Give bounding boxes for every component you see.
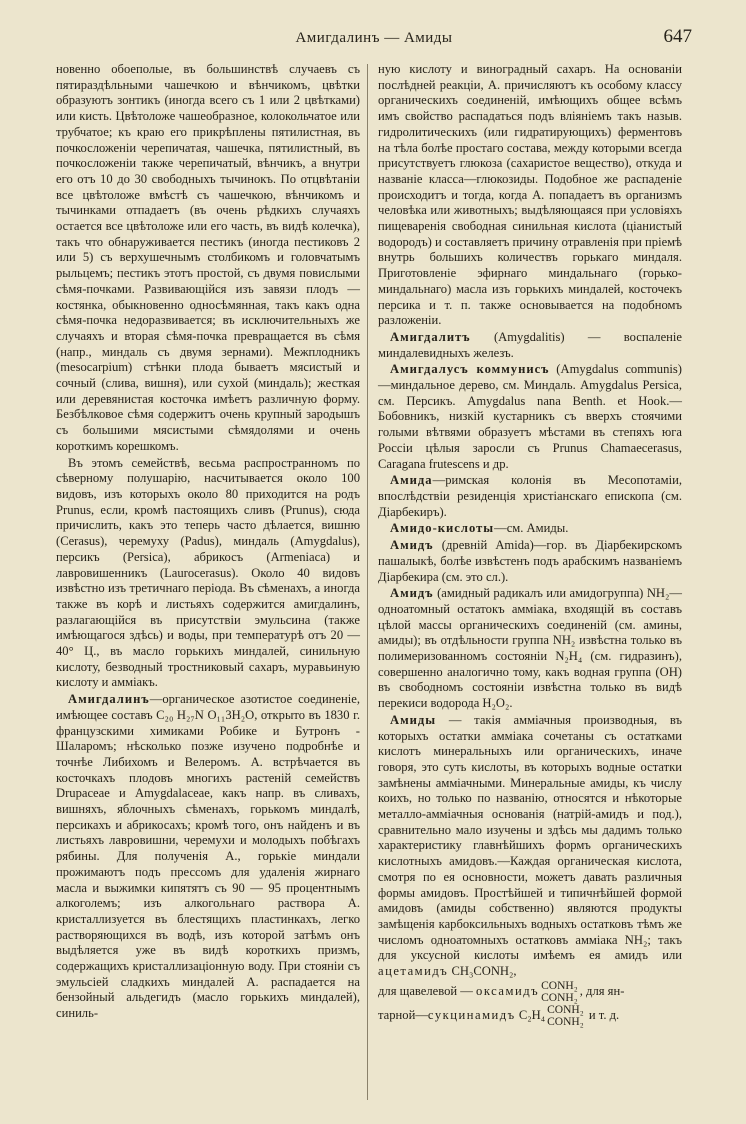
formula-acetamide: CH₃CONH₂,	[448, 964, 517, 979]
oxamide-prefix: для щавелевой —	[378, 983, 477, 998]
entry-amido-acids	[378, 521, 682, 537]
formula-succinamide	[547, 1004, 584, 1028]
entry-amygdalus-communis	[378, 362, 682, 472]
headword-amygdalitis: Амигдалитъ	[390, 329, 471, 344]
left-column	[56, 62, 360, 1022]
term-acetamide: ацетамидъ	[378, 964, 449, 979]
term-succinamide: сукцинамидъ	[427, 1007, 516, 1022]
entry-amid-city	[378, 538, 682, 585]
entry-amygdalitis	[378, 330, 682, 361]
succinamide-prefix: тарной—	[378, 1007, 428, 1022]
entry-amid-radical-text: (амидный радикалъ или амидогруппа) NH₂—одноатомный остатокъ амміака, входящій въ составъ цѣлой массы органическихъ соединеній (см. амины, амиды); въ отдѣльности группа NH₂ извѣстна только въ полимеризованномъ состояніи N₂H₄ (см. гидразинъ), совершенно аналогично тому, какъ водная группа (ОН) въ свободномъ состояніи извѣстна только въ видѣ перекиси водорода H₂O₂.	[378, 586, 682, 711]
entry-amides	[378, 713, 682, 980]
succinamide-suffix: и т. д.	[585, 1007, 620, 1022]
entry-amid-radical	[378, 586, 682, 712]
formula-oxamide	[541, 980, 578, 1004]
formula-succinamide-top: CONH₂	[547, 1003, 584, 1016]
entry-amid-city-text: (древній Amida)—гор. въ Діарбекирскомъ пашалыкѣ, болѣе извѣстенъ подъ арабскимъ названіемъ Діарбекира (см. это сл.).	[378, 538, 682, 584]
page-header	[56, 26, 692, 54]
paragraph-amygdalin-continued: ную кислоту и виноградный сахаръ. На основаніи послѣдней реакціи, А. причисляютъ къ особому классу органическихъ соединеній, имѣющихъ общее всѣмъ имъ свойство распадаться подъ вліяніемъ такъ назыв. гидролитическихъ (или гидратирующихъ) ферментовъ на тѣла болѣе простаго состава, между которыми всегда присутствуетъ глюкоза (сахаристое вещество), откуда и названіе класса—глюкозиды. Подобное же распаденіе происходитъ и тогда, когда А. попадаетъ въ организмъ человѣка или животныхъ; выдѣляющаяся при условіяхъ пищеваренія свободная синильная кислота (ціанистый водородъ) и составляетъ причину отравленія при пріемѣ внутрь большихъ количествъ горькаго миндаля. Приготовленіе эфирнаго миндальнаго (горько-миндальнаго) масла изъ горькихъ миндалей, косточекъ персика и т. п. также основывается на подобномъ разложеніи.	[378, 62, 682, 328]
page-number: 647	[663, 26, 692, 47]
headword-amid-radical: Амидъ	[390, 586, 434, 601]
entry-amida-text: —римская колонія въ Месопотаміи, впослѣдствіи резиденція христіанскаго епископа (см. Діарбекиръ).	[378, 473, 682, 519]
entry-amygdalin	[56, 692, 360, 1022]
running-title: Амигдалинъ — Амиды	[295, 30, 453, 46]
paragraph-rosaceae-description: новенно обоеполые, въ большинствѣ случаевъ съ пятираздѣльными чашечкою и вѣнчикомъ, цвѣтки образуютъ зонтикъ (иногда всего съ 1 или 2 цвѣтками) или кисть. Цвѣтоложе чашеобразное, колокольчатое или трубчатое; къ краю его прикрѣплены пятилистная, въ почкосложеніи черепичатая, чашечка, пятилистный, въ почкосложеніи также черепичатый, вѣнчикъ, а внутри его отъ 10 до 30 свободныхъ тычинокъ. По отцвѣтаніи все цвѣтоложе вмѣстѣ съ чашечкою, вѣнчикомъ и тычинками отпадаетъ (въ очень рѣдкихъ случаяхъ остается все цвѣтоложе или его часть, въ видѣ колечка), такъ что обнаруживается пестикъ (иногда пестиковъ 2 или 5) съ верхушечнымъ столбикомъ и головчатымъ рыльцемъ; пестикъ этотъ простой, съ двумя повислыми сѣмя-почками. Развивающійся изъ завязи плодъ — костянка, обыкновенно односѣмянная, такъ какъ одна сѣмя-почка недоразвивается; въ исключительныхъ же случаяхъ и вторая сѣмя-почка превращается въ сѣмя (напр., миндаль съ двумя зернами). Межплодникъ (mesocarpium) стѣнки плода бываетъ мясистый и сочный (слива, вишня), или сухой (миндаль); жесткая или деревянистая косточка имѣетъ различную форму. Безбѣлковое сѣмя содержитъ очень крупный зародышъ съ большими мясистыми сѣмядолями и очень короткимъ корешкомъ.	[56, 62, 360, 453]
formula-oxamide-top: CONH₂	[541, 979, 578, 992]
formula-oxamide-bottom: CONH₂	[541, 991, 578, 1004]
entry-amida	[378, 473, 682, 520]
headword-amida: Амида	[390, 473, 433, 488]
line-oxamide	[378, 980, 682, 1004]
headword-amides: Амиды	[390, 712, 437, 727]
entry-amygdalitis-text: (Amygdalitis) — воспаленіе миндалевидныхъ железъ.	[378, 329, 682, 360]
entry-amido-acids-text: —см. Амиды.	[494, 521, 569, 536]
right-column	[378, 62, 682, 1028]
paragraph-family-distribution: Въ этомъ семействѣ, весьма распространномъ по сѣверному полушарію, насчитывается около 100 видовъ, изъ которыхъ около 80 приходится на родъ Prunus, если, кромѣ пастоящихъ сливъ (Prunus), сюда причислить, какъ это теперь часто дѣлается, вишню (Cerasus), черемуху (Padus), миндаль (Amygdalus), персикъ (Persica), абрикосъ (Armeniaca) и лавровишенникъ (Laurocerasus). Около 40 видовъ извѣстно изъ третичнаго періода. Въ сѣменахъ, а иногда также въ корѣ и листьяхъ содержится амигдалинъ, разлагающійся въ присутствіи эмульсина (также имѣющагося здѣсь) и воды, при температурѣ отъ 20 — 40° Ц., въ масло горькихъ миндалей, синильную кислоту, безводный тростниковый сахаръ, муравьиную кислоту и амміакъ.	[56, 455, 360, 690]
oxamide-suffix: , для ян-	[579, 983, 625, 998]
formula-succinamide-bottom: CONH₂	[547, 1015, 584, 1028]
headword-amid-city: Амидъ	[390, 538, 434, 553]
entry-amides-text: — такія амміачныя производныя, въ которыхъ остатки амміака сочетаны съ остатками кислотъ минеральныхъ или органическихъ, иначе говоря, это суть кислоты, въ которыхъ водные остатки замѣнены амміачными. Минеральные амиды, къ числу коихъ, но только по названію, относятся и нѣкоторые металло-амміачныя основанія (натрій-амидъ и под.), сравнительно мало изучены и здѣсь мы дадимъ только характеристику главнѣйшихъ формъ органическихъ кислотныхъ амидовъ.—Каждая органическая кислота, смотря по ея основности, можетъ давать различныя формы амидовъ. Простѣйшей и типичнѣйшей формой амидовъ (амиды собственно) являются продукты замѣщенія карбоксильныхъ водныхъ остатковъ тѣмъ же числомъ одноатомныхъ остатковъ амміака NH₂; такъ для уксусной кислоты имѣемъ ея амидъ или	[378, 712, 682, 963]
line-succinamide	[378, 1004, 682, 1028]
entry-amygdalin-text: —органическое азотистое соединеніе, имѣющее составъ C₂₀ H₂₇N O₁₁3H₂O, открыто въ 1830 г. французскими химиками Робике и Бутронъ - Шаларомъ; нѣсколько позже изучено подробнѣе и точнѣе Либихомъ и Велеромъ. А. встрѣчается въ косточкахъ плодовъ многихъ растеній семействъ Drupaceae и Amygdalaceae, какъ напр. въ сливахъ, вишняхъ, яблочныхъ сѣменахъ, горькомъ миндалѣ, персикахъ и абрикосахъ; кромѣ того, онъ найденъ и въ листьяхъ лавровишни, черемухи и молодыхъ побѣгахъ рябины. Для полученія А., горькіе миндали прожимаютъ подъ прессомъ для удаленія жирнаго масла и выжимки кипятятъ съ 90 — 95 процентнымъ алкоголемъ; изъ алкогольнаго раствора А. кристаллизуется въ блестящихъ пластинкахъ, легко растворяющихся въ водѣ, изъ которой затѣмъ онъ выдѣляется уже въ видѣ короткихъ призмъ, содержащихъ кристаллизаціонную воду. При стояніи съ эмульсіей сладкихъ миндалей А. распадается на бензойный альдегидъ (масло горькихъ миндалей), синиль-	[56, 692, 360, 1021]
column-divider	[367, 64, 368, 1100]
headword-amygdalus-communis: Амигдалусъ коммунисъ	[390, 362, 550, 377]
headword-amido-acids: Амидо-кислоты	[390, 521, 495, 536]
term-oxamide: оксамидъ	[476, 983, 540, 998]
succinamide-base: C₂H₄	[515, 1007, 546, 1022]
entry-amygdalus-communis-text: (Amygdalus communis)—миндальное дерево, см. Миндаль. Amygdalus Persica, см. Персикъ. Amygdalus nana Benth. et Hook.—Бобовникъ, низкій кустарникъ съ вверхъ стоячими голыми вѣтвями образуетъ мѣстами въ степяхъ юга Россіи цѣлыя заросли съ Prunus Chamaecerasus, Caragana frutescens и др.	[378, 362, 682, 471]
headword-amygdalin: Амигдалинъ	[68, 692, 150, 707]
